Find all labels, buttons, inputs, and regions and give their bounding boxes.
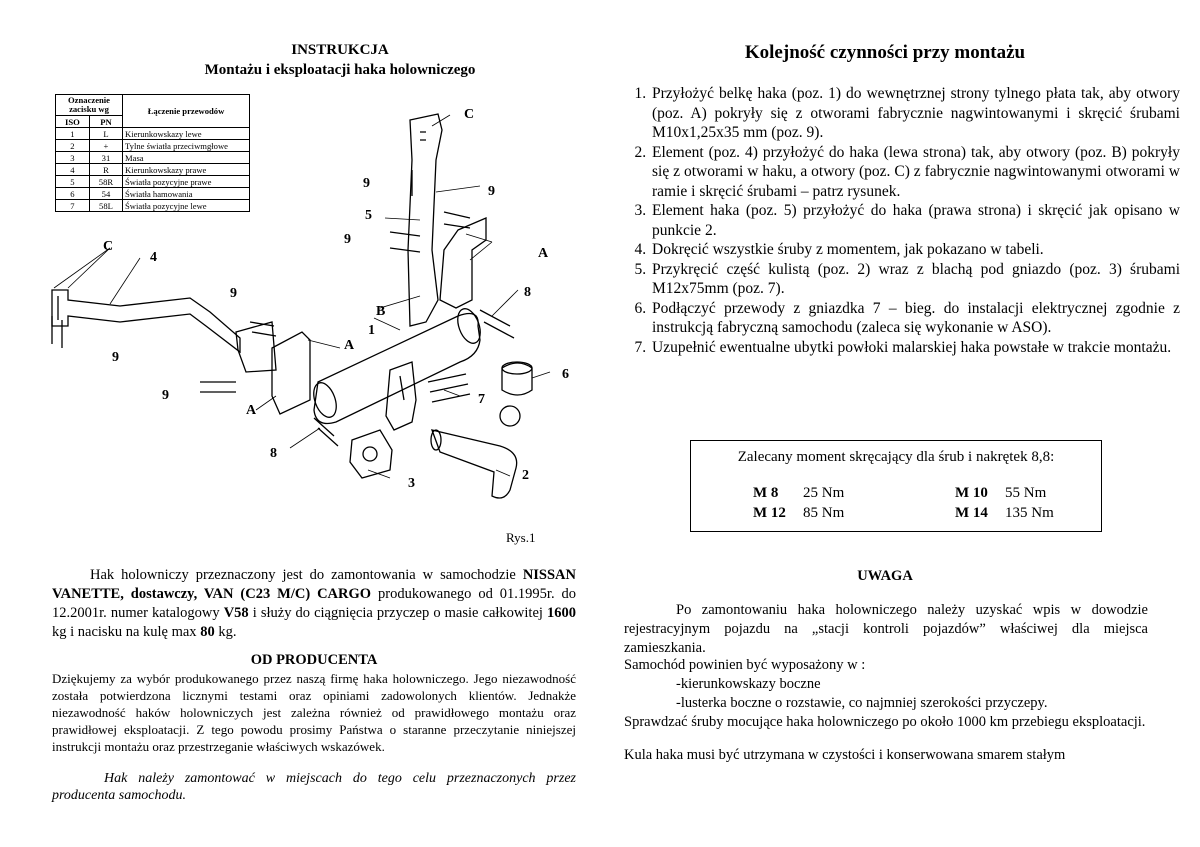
steps-title: Kolejność czynności przy montażu	[744, 42, 1026, 63]
intro-paragraph	[52, 566, 576, 642]
list-item: 2. Element (poz. 4) przyłożyć do haka (lewa strona) tak, aby otwory (poz. B) pokryły się z otworami w haku, a otwory (poz. C) z fabrycznie nagwintowanymi otworami w ramie i skręcić śrubami – patrz rysunek.	[650, 143, 1180, 202]
warning-p2: Samochód powinien być wyposażony w :	[624, 657, 866, 673]
warning-p4: Kula haka musi być utrzymana w czystości i konserwowana smarem stałym	[624, 747, 1066, 763]
intro-text: i służy do ciągnięcia przyczep o masie całkowitej	[248, 605, 547, 621]
list-item: 5. Przykręcić część kulistą (poz. 2) wraz z blachą pod gniazdo (poz. 3) śrubami M12x75mm (poz. 7).	[650, 260, 1180, 299]
warning-p3: Sprawdzać śruby mocujące haka holowniczego po około 1000 km przebiegu eksploatacji.	[624, 714, 1146, 730]
torque-m8-label: M 8	[753, 485, 779, 501]
list-item: 3. Element haka (poz. 5) przyłożyć do haka (prawa strona) i skręcić jak opisano w punkcie 2.	[650, 201, 1180, 240]
callout-7: 7	[478, 392, 485, 407]
cell-pn: +	[89, 140, 122, 152]
callout-c-left: C	[103, 239, 114, 254]
callout-1: 1	[368, 323, 375, 338]
callout-8-right: 8	[524, 285, 531, 300]
cell-iso: 2	[56, 140, 90, 152]
callout-a-right: A	[538, 246, 549, 261]
callout-c-top: C	[464, 107, 475, 122]
warning-item-2: -lusterka boczne o rozstawie, co najmniej szerokości przyczepy.	[676, 695, 1048, 711]
torque-m10-value: 55 Nm	[1005, 485, 1047, 501]
list-item: 4. Dokręcić wszystkie śruby z momentem, jak pokazano w tabeli.	[650, 240, 1180, 260]
cell-pn: 58R	[89, 176, 122, 188]
callout-9-e: 9	[112, 350, 119, 365]
torque-m12-label: M 12	[753, 505, 786, 521]
cell-pn: R	[89, 164, 122, 176]
list-item: 6. Podłączyć przewody z gniazdka 7 – bieg. do instalacji elektrycznej zgodnie z instrukcją fabryczną samochodu (zaleca się wykonanie w ASO).	[650, 299, 1180, 338]
callout-9-a: 9	[363, 176, 370, 191]
cell-desc: Kierunkowskazy prawe	[123, 164, 250, 176]
steps-list	[620, 84, 1180, 357]
table-header-desc: Łączenie przewodów	[123, 95, 250, 128]
doc-title: INSTRUKCJA	[291, 42, 389, 58]
table-header-group: Oznaczenie zacisku wg	[56, 95, 123, 116]
cell-desc: Tylne światła przeciwmgłowe	[123, 140, 250, 152]
list-item: 7. Uzupełnić ewentualne ubytki powłoki malarskiej haka powstałe w trakcie montażu.	[650, 338, 1180, 358]
torque-m14-value: 135 Nm	[1005, 505, 1054, 521]
torque-title: Zalecany moment skręcający dla śrub i nakrętek 8,8:	[737, 449, 1055, 465]
cell-desc: Masa	[123, 152, 250, 164]
callout-9-d: 9	[230, 286, 237, 301]
cell-desc: Światła pozycyjne lewe	[123, 200, 250, 212]
torque-m12-value: 85 Nm	[803, 505, 845, 521]
intro-text: produkowanego od 01.1995r. do 12.2001r. numer katalogowy	[52, 586, 576, 621]
callout-2: 2	[522, 468, 529, 483]
intro-text: kg i nacisku na kulę max	[52, 624, 201, 640]
warning-item-1: -kierunkowskazy boczne	[676, 676, 821, 692]
table-header-pn: PN	[89, 116, 122, 128]
producer-note: Hak należy zamontować w miejscach do tego celu przeznaczonych przez producenta samochodu.	[52, 771, 576, 803]
cell-iso: 1	[56, 128, 90, 140]
figure-caption: Rys.1	[506, 530, 536, 545]
cell-iso: 4	[56, 164, 90, 176]
catalog-number: V58	[223, 605, 249, 621]
callout-4: 4	[150, 250, 157, 265]
cell-pn: 54	[89, 188, 122, 200]
callout-a-mid: A	[344, 338, 355, 353]
intro-text: kg.	[214, 624, 237, 640]
callout-8-left: 8	[270, 446, 277, 461]
callout-5: 5	[365, 208, 372, 223]
cell-iso: 6	[56, 188, 90, 200]
cell-pn: L	[89, 128, 122, 140]
cell-pn: 58L	[89, 200, 122, 212]
list-item: 1. Przyłożyć belkę haka (poz. 1) do wewnętrznej strony tylnego płata tak, aby otwory (poz. A) pokryły się z otworami fabrycznie nagwintowanymi i skręcić śrubami M10x1,25x35 mm (poz. 9).	[650, 84, 1180, 143]
cell-iso: 3	[56, 152, 90, 164]
intro-text: Hak holowniczy przeznaczony jest do zamontowania w samochodzie	[90, 567, 523, 583]
producer-title: OD PRODUCENTA	[250, 652, 378, 668]
cell-iso: 7	[56, 200, 90, 212]
cell-desc: Światła hamowania	[123, 188, 250, 200]
torque-m14-label: M 14	[955, 505, 988, 521]
cell-pn: 31	[89, 152, 122, 164]
warning-title: UWAGA	[857, 568, 913, 584]
warning-p1: Po zamontowaniu haka holowniczego należy uzyskać wpis w dowodzie rejestracyjnym pojazdu na „stacji kontroli pojazdów” właściwej dla miejsca zamieszkania.	[624, 602, 1148, 656]
callout-b: B	[376, 304, 386, 319]
cell-desc: Kierunkowskazy lewe	[123, 128, 250, 140]
doc-subtitle: Montażu i eksploatacji haka holowniczego	[204, 62, 476, 78]
assembly-drawing	[40, 100, 600, 560]
cell-iso: 5	[56, 176, 90, 188]
trailer-mass: 1600	[547, 605, 576, 621]
table-header-iso: ISO	[56, 116, 90, 128]
callout-6: 6	[562, 367, 569, 382]
callout-9-f: 9	[162, 388, 169, 403]
callout-a-left: A	[246, 403, 257, 418]
torque-m10-label: M 10	[955, 485, 988, 501]
callout-3: 3	[408, 476, 415, 491]
callout-9-c: 9	[344, 232, 351, 247]
cell-desc: Światła pozycyjne prawe	[123, 176, 250, 188]
torque-box	[690, 440, 1102, 532]
torque-m8-value: 25 Nm	[803, 485, 845, 501]
producer-text: Dziękujemy za wybór produkowanego przez naszą firmę haka holowniczego. Jego niezawodność została potwierdzona licznymi testami oraz opiniami zadowolonych klientów. Jednakże niezawodność haków holowniczych jest zależna również od prawidłowego montażu oraz prawidłowej eksploatacji. Z tego powodu prosimy Państwa o staranne przeczytanie niniejszej instrukcji montażu oraz przestrzeganie właściwych wskazówek.	[52, 671, 576, 754]
callout-9-b: 9	[488, 184, 495, 199]
ball-load: 80	[200, 624, 215, 640]
vehicle-model: NISSAN VANETTE, dostawczy, VAN (C23 M/C) CARGO	[52, 567, 576, 602]
